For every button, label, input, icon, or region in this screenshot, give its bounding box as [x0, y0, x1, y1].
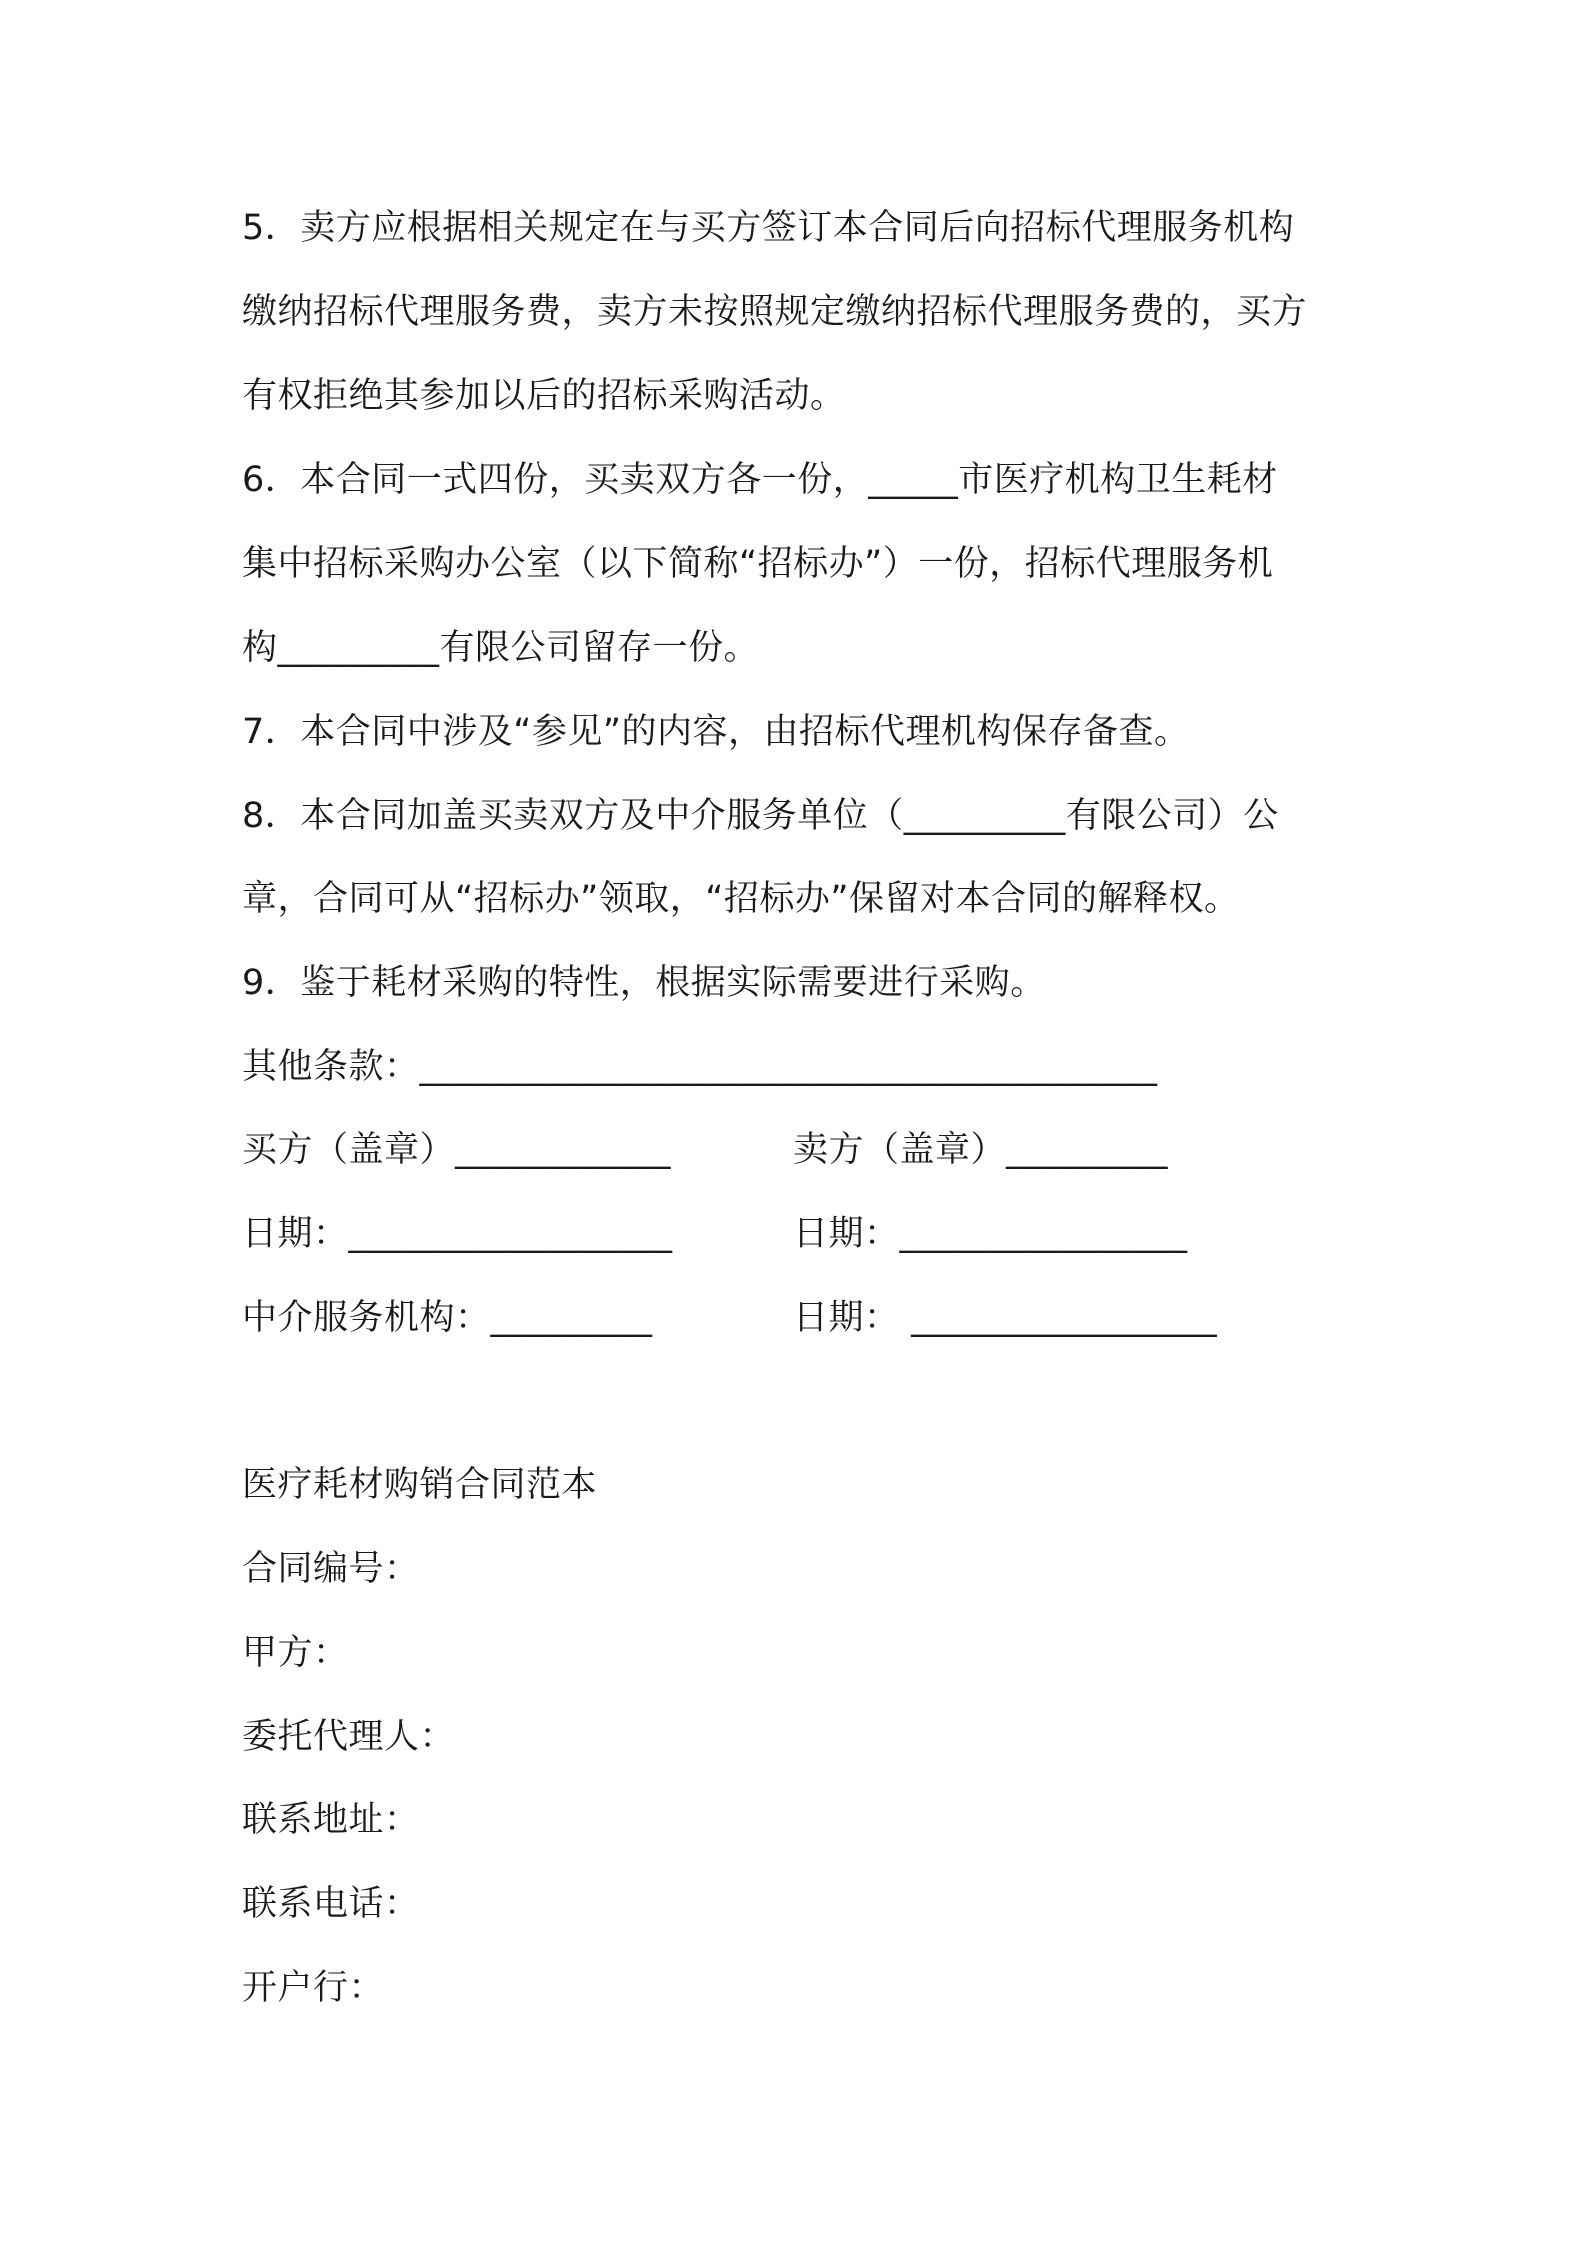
buyer-date-line: 日期：__________________: [242, 1214, 673, 1254]
seller-seal-line: 卖方（盖章）_________: [793, 1130, 1169, 1170]
field-party-a: 甲方：: [242, 1633, 349, 1673]
clause-9: 9．鉴于耗材采购的特性，根据实际需要进行采购。: [242, 963, 1046, 1003]
seller-date-line: 日期：________________: [793, 1214, 1188, 1254]
other-terms-line: 其他条款：_________________________________________: [242, 1047, 1158, 1087]
field-contract-number: 合同编号：: [242, 1549, 420, 1589]
field-address: 联系地址：: [242, 1800, 420, 1840]
agency-line: 中介服务机构：_________: [242, 1298, 653, 1338]
clause-6-line-2: 集中招标采购办公室（以下简称“招标办”）一份，招标代理服务机: [242, 544, 1274, 584]
clause-8-line-1: 8．本合同加盖买卖双方及中介服务单位（_________有限公司）公: [242, 796, 1279, 836]
buyer-seal-line: 买方（盖章）____________: [242, 1130, 672, 1170]
clause-5-line-1: 5．卖方应根据相关规定在与买方签订本合同后向招标代理服务机构: [242, 208, 1295, 248]
field-phone: 联系电话：: [242, 1884, 420, 1924]
agency-date-line: 日期： _________________: [793, 1298, 1218, 1338]
clause-6-line-1: 6．本合同一式四份，买卖双方各一份，_____市医疗机构卫生耗材: [242, 460, 1278, 500]
field-agent: 委托代理人：: [242, 1717, 456, 1757]
clause-7: 7．本合同中涉及“参见”的内容，由招标代理机构保存备查。: [242, 712, 1190, 752]
clause-5-line-2: 缴纳招标代理服务费，卖方未按照规定缴纳招标代理服务费的，买方: [242, 292, 1308, 332]
template-title: 医疗耗材购销合同范本: [242, 1465, 598, 1505]
field-bank: 开户行：: [242, 1968, 385, 2008]
clause-5-line-3: 有权拒绝其参加以后的招标采购活动。: [242, 376, 846, 416]
clause-8-line-2: 章，合同可从“招标办”领取，“招标办”保留对本合同的解释权。: [242, 879, 1240, 919]
clause-6-line-3: 构_________有限公司留存一份。: [242, 628, 760, 668]
